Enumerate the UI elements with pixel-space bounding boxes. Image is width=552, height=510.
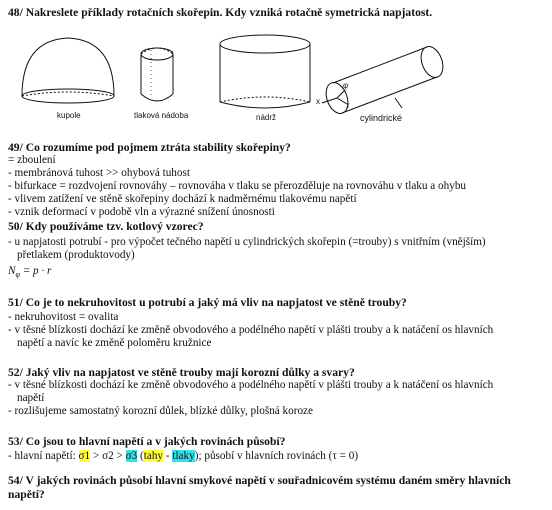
label-x: x <box>316 97 320 106</box>
gt-sign: > <box>113 450 126 462</box>
answer-line: - rozlišujeme samostatný korozní důlek, blízké důlky, plošná koroze <box>8 405 313 417</box>
caption-cylindricke: cylindrické <box>360 113 403 123</box>
formula-lhs: N <box>8 265 16 277</box>
caption-nadrz: nádrž <box>256 113 277 122</box>
tahy-highlight: tahy <box>143 450 164 462</box>
pressure-vessel-sketch <box>141 48 173 101</box>
question-53: 53/ Co jsou to hlavní napětí a v jakých rovinách působí? <box>8 435 286 448</box>
answer-line: - v těsné blízkosti dochází ke změně obvodového a podélného napětí v plášti trouby a k natáčení os hlavních <box>8 324 494 336</box>
line-prefix: - hlavní napětí: <box>8 450 79 462</box>
sigma3-highlight: σ3 <box>125 450 138 462</box>
answer-line: - u napjatosti potrubí - pro výpočet tečného napětí u cylindrických skořepin (=trouby) s vnitřním (vnějším) <box>8 236 486 248</box>
paren-open: ( <box>137 450 144 462</box>
sigma2: σ2 <box>102 450 114 462</box>
question-50: 50/ Kdy používáme tzv. kotlový vzorec? <box>8 220 204 233</box>
question-52: 52/ Jaký vliv na napjatost ve stěně trouby mají korozní důlky a svary? <box>8 366 355 379</box>
caption-tlakova-nadoba: tlaková nádoba <box>134 111 189 120</box>
dome-sketch <box>22 38 114 103</box>
gt-sign: > <box>90 450 103 462</box>
answer-line: - v těsné blízkosti dochází ke změně obvodového a podélného napětí v plášti trouby a k natáčení os hlavních <box>8 379 494 391</box>
question-54: 54/ V jakých rovinách působí hlavní smykové napětí v souřadnicovém systému daném směry hlavních <box>8 474 511 487</box>
formula-rhs: = p · r <box>19 265 52 277</box>
question-49: 49/ Co rozumíme pod pojmem ztráta stability skořepiny? <box>8 141 291 154</box>
formula-subscript: φ <box>15 270 20 280</box>
question-48: 48/ Nakreslete příklady rotačních skořepin. Kdy vzniká rotačně symetrická napjatost. <box>8 6 433 19</box>
sigma1-highlight: σ1 <box>78 450 91 462</box>
answer-line: napětí <box>17 392 45 404</box>
answer-line: - nekruhovitost = ovalita <box>8 311 119 323</box>
label-phi: φ <box>343 81 349 90</box>
shell-sketches <box>0 28 552 128</box>
answer-line: přetlakem (produktovody) <box>17 249 135 261</box>
caption-kupole: kupole <box>57 111 81 120</box>
dash: - <box>163 450 173 462</box>
line-rest: ); působí v hlavních rovinách (τ = 0) <box>194 450 359 462</box>
tlaky-highlight: tlaky <box>172 450 195 462</box>
tank-sketch <box>220 35 310 108</box>
kotlovy-vzorec <box>8 265 548 282</box>
principal-stress-line <box>8 450 548 463</box>
answer-line: - vlivem zatížení ve stěně skořepiny dochází k nadměrnému tlakovému napětí <box>8 193 357 205</box>
answer-line: - membránová tuhost >> ohybová tuhost <box>8 167 190 179</box>
question-54-continued: napětí? <box>8 488 45 501</box>
answer-line: = zboulení <box>8 154 56 166</box>
answer-line: - vznik deformací v podobě vln a výrazné snížení únosnosti <box>8 206 275 218</box>
question-51: 51/ Co je to nekruhovitost u potrubí a jaký má vliv na napjatost ve stěně trouby? <box>8 296 407 309</box>
answer-line: - bifurkace = rozdvojení rovnováhy – rovnováha v tlaku se přerozděluje na rovnováhu v tlaku a ohybu <box>8 180 467 192</box>
label-r: r <box>347 101 350 110</box>
answer-line: napětí a navíc ke změně poloměru kružnice <box>17 337 212 349</box>
cylinder-sketch <box>322 44 447 117</box>
